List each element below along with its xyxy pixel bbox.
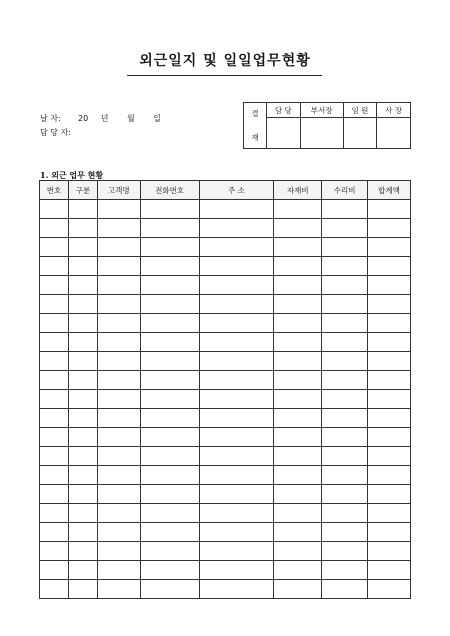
cell-total[interactable] — [368, 295, 411, 314]
cell-address[interactable] — [199, 314, 274, 333]
cell-total[interactable] — [368, 409, 411, 428]
cell-address[interactable] — [199, 295, 274, 314]
cell-address[interactable] — [199, 257, 274, 276]
cell-phone[interactable] — [140, 523, 199, 542]
cell-repair-cost[interactable] — [322, 485, 368, 504]
cell-category[interactable] — [68, 523, 97, 542]
table-row — [40, 466, 411, 485]
cell-total[interactable] — [368, 333, 411, 352]
cell-customer[interactable] — [97, 257, 140, 276]
cell-material-cost[interactable] — [274, 314, 322, 333]
cell-category[interactable] — [68, 390, 97, 409]
page-title: 외근일지 및 일일업무현황 — [139, 53, 311, 69]
cell-total[interactable] — [368, 257, 411, 276]
cell-category[interactable] — [68, 352, 97, 371]
cell-material-cost[interactable] — [274, 276, 322, 295]
header-total: 합계액 — [368, 181, 411, 200]
cell-repair-cost[interactable] — [322, 295, 368, 314]
header-category: 구분 — [68, 181, 97, 200]
approval-header-staff: 담 당 — [267, 103, 301, 118]
cell-customer[interactable] — [97, 447, 140, 466]
cell-address[interactable] — [199, 485, 274, 504]
cell-phone[interactable] — [140, 580, 199, 599]
header-address: 주 소 — [199, 181, 274, 200]
cell-category[interactable] — [68, 466, 97, 485]
cell-address[interactable] — [199, 466, 274, 485]
cell-material-cost[interactable] — [274, 580, 322, 599]
header-phone: 전화번호 — [140, 181, 199, 200]
cell-total[interactable] — [368, 580, 411, 599]
cell-material-cost[interactable] — [274, 466, 322, 485]
cell-repair-cost[interactable] — [322, 504, 368, 523]
header-repair-cost: 수리비 — [322, 181, 368, 200]
approval-header-executive: 임 원 — [343, 103, 377, 118]
cell-customer[interactable] — [97, 219, 140, 238]
cell-address[interactable] — [199, 390, 274, 409]
cell-number[interactable] — [40, 333, 69, 352]
cell-customer[interactable] — [97, 466, 140, 485]
cell-customer[interactable] — [97, 314, 140, 333]
date-year-unit: 년 — [100, 114, 109, 123]
approval-header-president: 사 장 — [377, 103, 411, 118]
table-row — [40, 295, 411, 314]
table-header-row — [40, 181, 411, 200]
cell-customer[interactable] — [97, 561, 140, 580]
cell-number[interactable] — [40, 561, 69, 580]
cell-material-cost[interactable] — [274, 504, 322, 523]
table-row — [40, 390, 411, 409]
cell-number[interactable] — [40, 447, 69, 466]
cell-category[interactable] — [68, 447, 97, 466]
cell-repair-cost[interactable] — [322, 409, 368, 428]
cell-category[interactable] — [68, 333, 97, 352]
cell-total[interactable] — [368, 314, 411, 333]
cell-address[interactable] — [199, 428, 274, 447]
date-month-unit: 월 — [127, 114, 135, 123]
cell-address[interactable] — [199, 523, 274, 542]
approval-sign-dept-head[interactable] — [300, 118, 343, 149]
cell-phone[interactable] — [140, 295, 199, 314]
table-row — [40, 314, 411, 333]
date-year-prefix: 20 — [78, 114, 89, 123]
cell-repair-cost[interactable] — [322, 466, 368, 485]
table-row — [40, 352, 411, 371]
title-underline — [127, 75, 322, 76]
cell-material-cost[interactable] — [274, 561, 322, 580]
owner-label: 담 당 자: — [40, 128, 71, 137]
cell-customer[interactable] — [97, 542, 140, 561]
cell-number[interactable] — [40, 428, 69, 447]
table-row — [40, 238, 411, 257]
cell-phone[interactable] — [140, 466, 199, 485]
cell-address[interactable] — [199, 409, 274, 428]
cell-phone[interactable] — [140, 333, 199, 352]
cell-category[interactable] — [68, 542, 97, 561]
cell-category[interactable] — [68, 219, 97, 238]
table-row — [40, 371, 411, 390]
cell-repair-cost[interactable] — [322, 257, 368, 276]
cell-repair-cost[interactable] — [322, 580, 368, 599]
cell-repair-cost[interactable] — [322, 428, 368, 447]
cell-repair-cost[interactable] — [322, 314, 368, 333]
cell-number[interactable] — [40, 257, 69, 276]
cell-material-cost[interactable] — [274, 238, 322, 257]
approval-label-top: 결 — [251, 108, 259, 118]
section-title: 1. 외근 업무 현황 — [40, 170, 104, 180]
cell-phone[interactable] — [140, 257, 199, 276]
table-row — [40, 257, 411, 276]
cell-number[interactable] — [40, 371, 69, 390]
cell-total[interactable] — [368, 466, 411, 485]
cell-phone[interactable] — [140, 200, 199, 219]
cell-material-cost[interactable] — [274, 333, 322, 352]
cell-material-cost[interactable] — [274, 219, 322, 238]
table-row — [40, 504, 411, 523]
cell-number[interactable] — [40, 219, 69, 238]
cell-number[interactable] — [40, 276, 69, 295]
cell-repair-cost[interactable] — [322, 276, 368, 295]
table-row — [40, 580, 411, 599]
cell-phone[interactable] — [140, 219, 199, 238]
cell-material-cost[interactable] — [274, 447, 322, 466]
table-body — [40, 200, 411, 599]
approval-sign-staff[interactable] — [267, 118, 301, 149]
table-row — [40, 333, 411, 352]
cell-customer[interactable] — [97, 580, 140, 599]
cell-phone[interactable] — [140, 238, 199, 257]
cell-customer[interactable] — [97, 523, 140, 542]
table-row — [40, 428, 411, 447]
table-row — [40, 409, 411, 428]
cell-address[interactable] — [199, 580, 274, 599]
cell-total[interactable] — [368, 371, 411, 390]
table-row — [40, 561, 411, 580]
cell-phone[interactable] — [140, 409, 199, 428]
cell-material-cost[interactable] — [274, 200, 322, 219]
cell-repair-cost[interactable] — [322, 447, 368, 466]
table-row — [40, 485, 411, 504]
cell-address[interactable] — [199, 352, 274, 371]
owner-line — [40, 127, 78, 138]
header-customer: 고객명 — [97, 181, 140, 200]
cell-customer[interactable] — [97, 276, 140, 295]
cell-category[interactable] — [68, 257, 97, 276]
cell-number[interactable] — [40, 523, 69, 542]
cell-total[interactable] — [368, 447, 411, 466]
cell-material-cost[interactable] — [274, 542, 322, 561]
cell-material-cost[interactable] — [274, 295, 322, 314]
cell-repair-cost[interactable] — [322, 561, 368, 580]
cell-repair-cost[interactable] — [322, 238, 368, 257]
table-row — [40, 447, 411, 466]
cell-customer[interactable] — [97, 390, 140, 409]
cell-total[interactable] — [368, 561, 411, 580]
cell-number[interactable] — [40, 580, 69, 599]
cell-address[interactable] — [199, 447, 274, 466]
cell-category[interactable] — [68, 580, 97, 599]
cell-material-cost[interactable] — [274, 523, 322, 542]
cell-address[interactable] — [199, 219, 274, 238]
cell-phone[interactable] — [140, 352, 199, 371]
cell-category[interactable] — [68, 314, 97, 333]
cell-phone[interactable] — [140, 390, 199, 409]
cell-material-cost[interactable] — [274, 371, 322, 390]
cell-customer[interactable] — [97, 200, 140, 219]
cell-repair-cost[interactable] — [322, 352, 368, 371]
approval-header-dept-head: 부서장 — [300, 103, 343, 118]
cell-number[interactable] — [40, 409, 69, 428]
cell-customer[interactable] — [97, 295, 140, 314]
cell-material-cost[interactable] — [274, 409, 322, 428]
approval-sign-president[interactable] — [377, 118, 411, 149]
cell-address[interactable] — [199, 371, 274, 390]
cell-category[interactable] — [68, 485, 97, 504]
cell-material-cost[interactable] — [274, 257, 322, 276]
cell-category[interactable] — [68, 238, 97, 257]
cell-phone[interactable] — [140, 371, 199, 390]
cell-number[interactable] — [40, 504, 69, 523]
cell-number[interactable] — [40, 485, 69, 504]
cell-category[interactable] — [68, 276, 97, 295]
cell-total[interactable] — [368, 219, 411, 238]
cell-number[interactable] — [40, 390, 69, 409]
cell-category[interactable] — [68, 295, 97, 314]
cell-address[interactable] — [199, 276, 274, 295]
cell-number[interactable] — [40, 542, 69, 561]
cell-number[interactable] — [40, 238, 69, 257]
cell-customer[interactable] — [97, 371, 140, 390]
cell-number[interactable] — [40, 200, 69, 219]
cell-customer[interactable] — [97, 352, 140, 371]
date-line — [40, 113, 161, 124]
cell-total[interactable] — [368, 390, 411, 409]
cell-category[interactable] — [68, 371, 97, 390]
table-row — [40, 523, 411, 542]
header-number: 번호 — [40, 181, 69, 200]
cell-customer[interactable] — [97, 333, 140, 352]
cell-address[interactable] — [199, 238, 274, 257]
approval-sign-executive[interactable] — [343, 118, 377, 149]
cell-phone[interactable] — [140, 504, 199, 523]
cell-number[interactable] — [40, 466, 69, 485]
cell-customer[interactable] — [97, 238, 140, 257]
table-row — [40, 542, 411, 561]
table-row — [40, 219, 411, 238]
date-label: 날 자: — [40, 114, 61, 123]
cell-address[interactable] — [199, 504, 274, 523]
cell-total[interactable] — [368, 200, 411, 219]
cell-category[interactable] — [68, 561, 97, 580]
cell-category[interactable] — [68, 200, 97, 219]
cell-category[interactable] — [68, 428, 97, 447]
cell-material-cost[interactable] — [274, 485, 322, 504]
cell-phone[interactable] — [140, 542, 199, 561]
cell-address[interactable] — [199, 542, 274, 561]
cell-address[interactable] — [199, 200, 274, 219]
cell-total[interactable] — [368, 352, 411, 371]
approval-label — [244, 103, 267, 149]
cell-total[interactable] — [368, 238, 411, 257]
cell-address[interactable] — [199, 333, 274, 352]
cell-material-cost[interactable] — [274, 428, 322, 447]
cell-repair-cost[interactable] — [322, 219, 368, 238]
cell-total[interactable] — [368, 523, 411, 542]
cell-repair-cost[interactable] — [322, 390, 368, 409]
cell-phone[interactable] — [140, 314, 199, 333]
cell-phone[interactable] — [140, 561, 199, 580]
cell-repair-cost[interactable] — [322, 371, 368, 390]
approval-label-bottom: 재 — [251, 132, 259, 142]
cell-customer[interactable] — [97, 428, 140, 447]
cell-material-cost[interactable] — [274, 390, 322, 409]
cell-repair-cost[interactable] — [322, 333, 368, 352]
cell-customer[interactable] — [97, 485, 140, 504]
cell-customer[interactable] — [97, 504, 140, 523]
cell-total[interactable] — [368, 542, 411, 561]
outside-work-table — [39, 180, 411, 599]
cell-category[interactable] — [68, 409, 97, 428]
cell-phone[interactable] — [140, 276, 199, 295]
cell-repair-cost[interactable] — [322, 542, 368, 561]
cell-phone[interactable] — [140, 447, 199, 466]
cell-customer[interactable] — [97, 409, 140, 428]
cell-phone[interactable] — [140, 485, 199, 504]
cell-number[interactable] — [40, 352, 69, 371]
cell-material-cost[interactable] — [274, 352, 322, 371]
approval-table — [243, 102, 411, 149]
cell-total[interactable] — [368, 276, 411, 295]
cell-phone[interactable] — [140, 428, 199, 447]
cell-number[interactable] — [40, 295, 69, 314]
date-day-unit: 일 — [153, 114, 162, 123]
cell-number[interactable] — [40, 314, 69, 333]
header-material-cost: 자재비 — [274, 181, 322, 200]
table-row — [40, 276, 411, 295]
cell-total[interactable] — [368, 428, 411, 447]
cell-total[interactable] — [368, 485, 411, 504]
table-row — [40, 200, 411, 219]
cell-repair-cost[interactable] — [322, 523, 368, 542]
cell-total[interactable] — [368, 504, 411, 523]
cell-category[interactable] — [68, 504, 97, 523]
cell-repair-cost[interactable] — [322, 200, 368, 219]
cell-address[interactable] — [199, 561, 274, 580]
